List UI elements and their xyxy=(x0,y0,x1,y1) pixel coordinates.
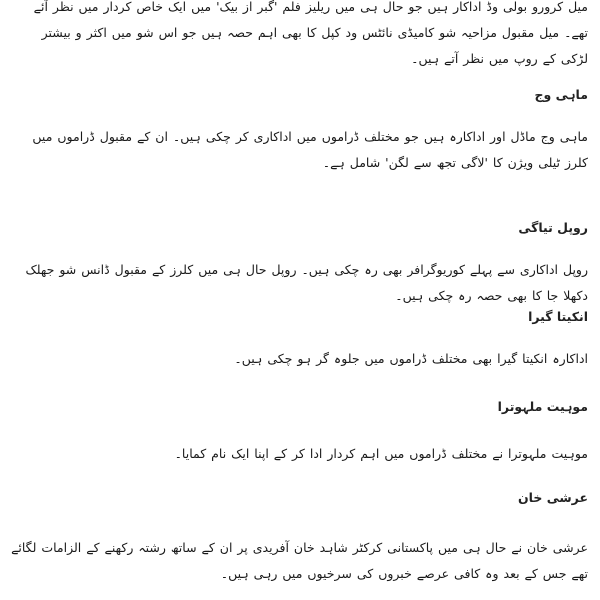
paragraph-mahi-vij: ماہی وج ماڈل اور اداکارہ ہیں جو مختلف ڈراموں میں اداکاری کر چکی ہیں۔ ان کے مقبول ڈراموں میں کلرز ٹیلی ویژن کا 'لاگی تجھ سے لگن' شامل ہے۔ xyxy=(32,129,588,170)
section-heading-arshi-khan: عرشی خان xyxy=(518,490,588,505)
paragraph-mohit-malhotra: موہیت ملہوترا نے مختلف ڈراموں میں اہم کردار ادا کر کے اپنا ایک نام کمایا۔ xyxy=(174,446,588,461)
section-heading-mohit-malhotra: موہیت ملہوترا xyxy=(497,399,588,414)
paragraph-ankita-gera: اداکارہ انکیتا گیرا بھی مختلف ڈراموں میں جلوہ گر ہو چکی ہیں۔ xyxy=(234,351,588,366)
paragraph-rupal-tyagi: روپل اداکاری سے پہلے کوریوگرافر بھی رہ چکی ہیں۔ روپل حال ہی میں کلرز کے مقبول ڈانس شو جھلک دکھلا جا کا بھی حصہ رہ چکی ہیں۔ xyxy=(25,262,588,303)
section-heading-mahi-vij: ماہی وج xyxy=(534,87,588,102)
section-heading-ankita-gera: انکیتا گیرا xyxy=(528,309,588,324)
section-heading-rupal-tyagi: روپل تیاگی xyxy=(518,220,588,235)
paragraph-intro: میل کرورو بولی وڈ اداکار ہیں جو حال ہی میں ریلیز فلم 'گبر از بیک' میں ایک خاص کردار میں نظر آئے تھے۔ میل مقبول مزاحیہ شو کامیڈی نائٹس ود کپل کا بھی اہم حصہ ہیں جو اس شو میں اکثر و بیشتر لڑکی کے روپ میں نظر آتے ہیں۔ xyxy=(33,0,588,66)
paragraph-arshi-khan: عرشی خان نے حال ہی میں پاکستانی کرکٹر شاہد خان آفریدی پر ان کے ساتھ رشتہ رکھنے کے الزامات لگائے تھے جس کے بعد وہ کافی عرصے خبروں کی سرخیوں میں رہی ہیں۔ xyxy=(11,540,588,581)
